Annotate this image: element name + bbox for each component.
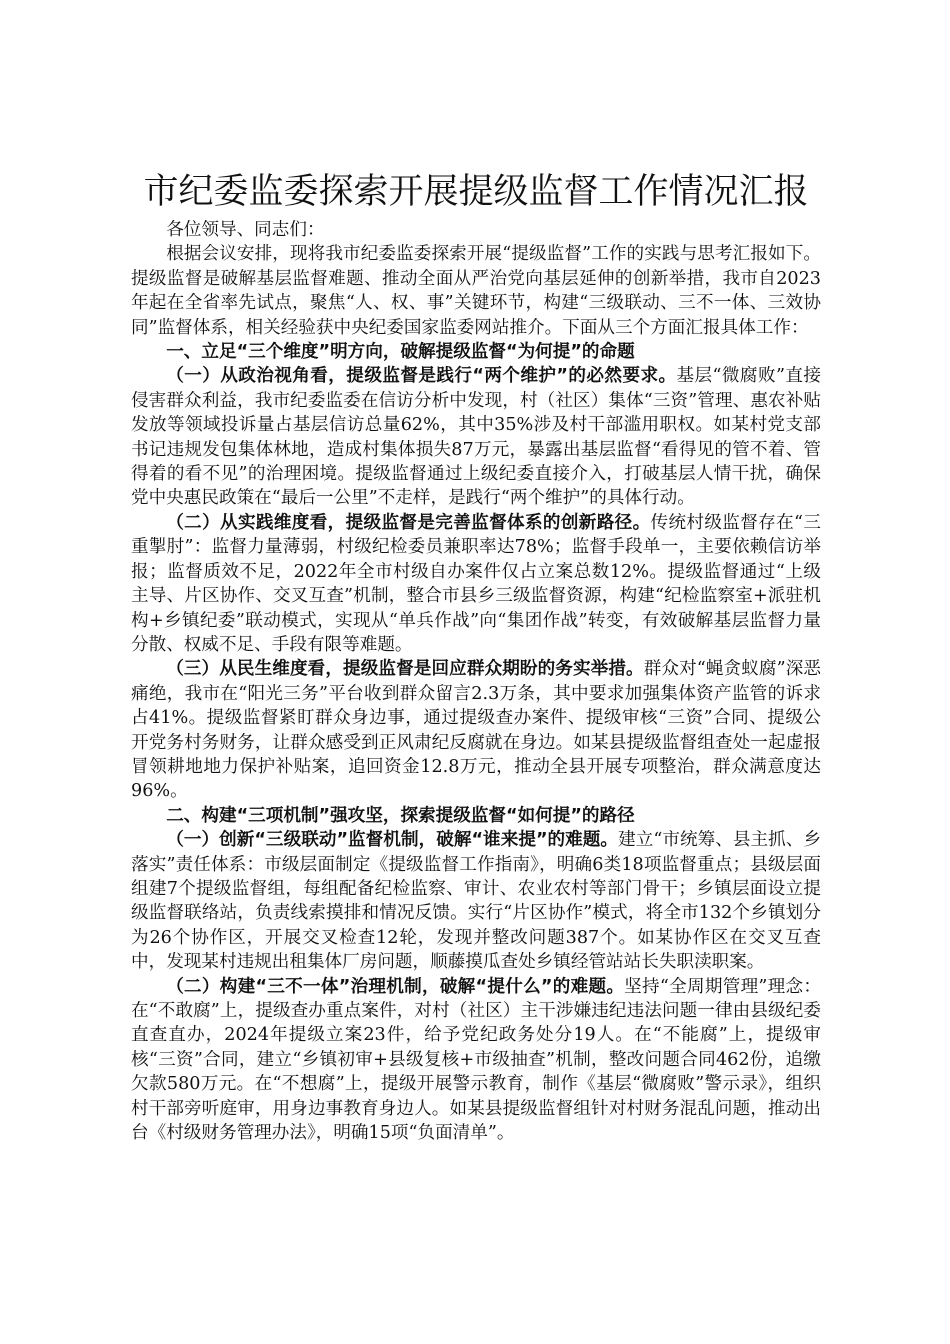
section-1-item-3-lead: （三）从民生维度看，提级监督是回应群众期盼的务实举措。 — [166, 659, 644, 680]
section-1-item-1-body: 基层“微腐败”直接侵害群众利益，我市纪委监委在信访分析中发现，村（社区）集体“三资”管理、惠农补贴发放等领域投诉量占基层信访总量62%，其中35%涉及村干部滥用职权。如某村党支部书记违规发包集体林地，造成村集体损失87万元，暴露出基层监督“看得见的管不着、管得着的看不见”的治理困境。提级监督通过上级纪委直接介入，打破基层人情干扰，确保党中央惠民政策在“最后一公里”不走样，是践行“两个维护”的具体行动。 — [131, 366, 821, 509]
intro-paragraph: 根据会议安排，现将我市纪委监委探索开展“提级监督”工作的实践与思考汇报如下。提级监督是破解基层监督难题、推动全面从严治党向基层延伸的创新举措，我市自2023年起在全省率先试点，聚焦“人、权、事”关键环节，构建“三级联动、三不一体、三效协同”监督体系，相关经验获中央纪委国家监委网站推介。下面从三个方面汇报具体工作： — [131, 244, 821, 338]
section-1-item-3 — [131, 657, 821, 803]
section-2-item-2-body: 坚持“全周期管理”理念：在“不敢腐”上，提级查办重点案件，对村（社区）主干涉嫌违纪违法问题一律由县级纪委直查直办，2024年提级立案23件，给予党纪政务处分19人。在“不能腐”上，提级审核“三资”合同，建立“乡镇初审+县级复核+市级抽查”机制，整改问题合同462份，追缴欠款580万元。在“不想腐”上，提级开展警示教育，制作《基层“微腐败”警示录》，组织村干部旁听庭审，用身边事教育身边人。如某县提级监督组针对村财务混乱问题，推动出台《村级财务管理办法》，明确15项“负面清单”。 — [131, 976, 821, 1144]
section-1-item-2-body: 传统村级监督存在“三重掣肘”：监督力量薄弱，村级纪检委员兼职率达78%；监督手段单一，主要依赖信访举报；监督质效不足，2022年全市村级自办案件仅占立案总数12%。提级监督通过“上级主导、片区协作、交叉互查”机制，整合市县乡三级监督资源，构建“纪检监察室+派驻机构+乡镇纪委”联动模式，实现从“单兵作战”向“集团作战”转变，有效破解基层监督力量分散、权威不足、手段有限等难题。 — [131, 512, 821, 655]
section-1-item-3-body: 群众对“蝇贪蚁腐”深恶痛绝，我市在“阳光三务”平台收到群众留言2.3万条，其中要求加强集体资产监管的诉求占41%。提级监督紧盯群众身边事，通过提级查办案件、提级审核“三资”合同、提级公开党务村务财务，让群众感受到正风肃纪反腐就在身边。如某县提级监督组查处一起虚报冒领耕地地力保护补贴案，追回资金12.8万元，推动全县开展专项整治，群众满意度达96%。 — [131, 659, 821, 802]
document-title: 市纪委监委探索开展提级监督工作情况汇报 — [143, 172, 809, 212]
section-1-item-1 — [131, 364, 821, 510]
section-1-item-2 — [131, 511, 821, 657]
section-2-heading: 二、构建“三项机制”强攻坚，探索提级监督“如何提”的路径 — [166, 805, 635, 826]
section-2-item-1 — [131, 828, 821, 974]
document-page — [131, 168, 821, 1145]
section-1-item-2-lead: （二）从实践维度看，提级监督是完善监督体系的创新路径。 — [166, 512, 651, 533]
section-2-item-1-body: 建立“市统筹、县主抓、乡落实”责任体系：市级层面制定《提级监督工作指南》，明确6类18项监督重点；县级层面组建7个提级监督组，每组配备纪检监察、审计、农业农村等部门骨干；乡镇层面设立提级监督联络站，负责线索摸排和情况反馈。实行“片区协作”模式，将全市132个乡镇划分为26个协作区，开展交叉检查12轮，发现并整改问题387个。如某协作区在交叉互查中，发现某村违规出租集体厂房问题，顺藤摸瓜查处乡镇经管站站长失职渎职案。 — [131, 830, 821, 973]
section-2-item-1-lead: （一）创新“三级联动”监督机制，破解“谁来提”的难题。 — [166, 830, 619, 851]
section-1-heading: 一、立足“三个维度”明方向，破解提级监督“为何提”的命题 — [166, 342, 635, 363]
section-1-item-1-lead: （一）从政治视角看，提级监督是践行“两个维护”的必然要求。 — [166, 366, 677, 387]
section-2-item-2 — [131, 975, 821, 1146]
section-2-item-2-lead: （二）构建“三不一体”治理机制，破解“提什么”的难题。 — [166, 976, 625, 997]
salutation: 各位领导、同志们： — [166, 220, 325, 240]
